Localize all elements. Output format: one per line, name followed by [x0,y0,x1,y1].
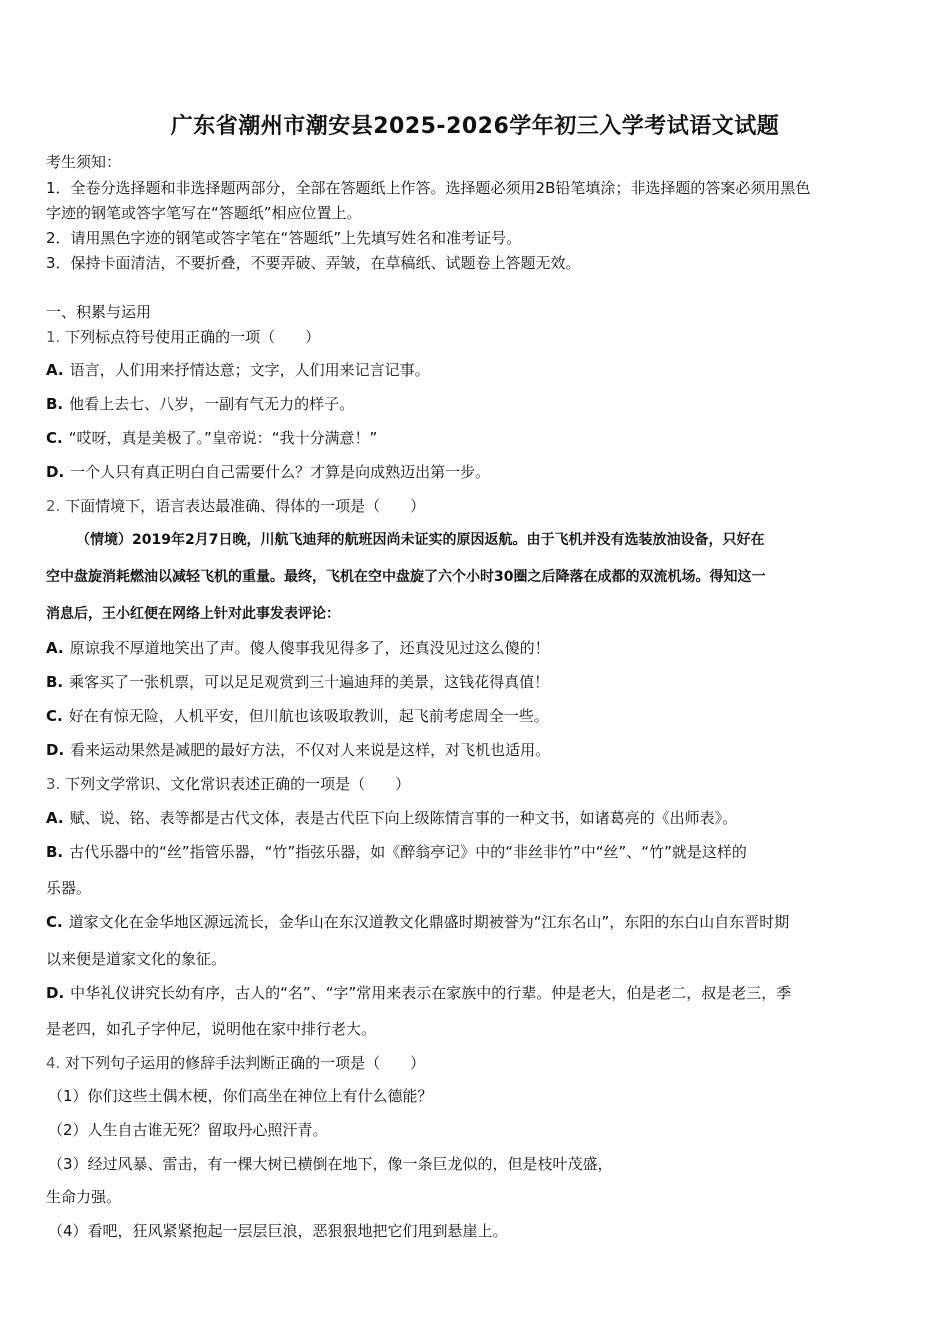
q4-sentence-3-cont: 生命力强。 [46,1188,122,1206]
q3-option-b [46,842,747,862]
option-label: A. [46,809,64,827]
q2-option-a [46,638,550,658]
option-text: 一个人只有真正明白自己需要什么？才算是向成熟迈出第一步。 [70,463,491,481]
question-text: 对下列句子运用的修辞手法判断正确的一项是（ ） [65,1054,426,1072]
option-text: 原谅我不厚道地笑出了声。傻人傻事我见得多了，还真没见过这么傻的！ [69,639,550,657]
option-text: “哎呀，真是美极了。”皇帝说：“我十分满意！” [68,429,378,447]
option-text: 道家文化在金华地区源远流长，金华山在东汉道教文化鼎盛时期被誉为“江东名山”，东阳的东白山自东晋时期 [68,913,790,931]
q4-sentence-2: （2）人生自古谁无死？留取丹心照汗青。 [48,1121,328,1139]
question-2-stem [46,496,425,516]
option-text: 他看上去七、八岁，一副有气无力的样子。 [69,395,355,413]
question-text: 下列文学常识、文化常识表述正确的一项是（ ） [65,775,411,793]
q4-sentence-4: （4）看吧，狂风紧紧抱起一层层巨浪，恶狠狠地把它们甩到悬崖上。 [48,1222,508,1240]
q2-option-d [46,740,550,760]
notice-item-1: 1．全卷分选择题和非选择题两部分，全部在答题纸上作答。选择题必须用2B铅笔填涂；非选择题的答案必须用黑色 [46,179,811,197]
question-number: 3. [46,775,61,793]
notice-item-1-cont: 字迹的钢笔或答字笔写在“答题纸”相应位置上。 [46,204,362,222]
q4-sentence-1: （1）你们这些土偶木梗，你们高坐在神位上有什么德能？ [48,1087,433,1105]
option-label: D. [46,463,65,481]
notice-heading: 考生须知： [46,153,122,171]
question-number: 1. [46,328,61,346]
notice-item-2: 2．请用黑色字迹的钢笔或答字笔在“答题纸”上先填写姓名和准考证号。 [46,229,522,247]
question-text: 下面情境下，语言表达最准确、得体的一项是（ ） [65,497,426,515]
q3-option-b-cont: 乐器。 [46,879,92,897]
question-text: 下列标点符号使用正确的一项（ ） [65,328,321,346]
question-3-stem [46,774,410,794]
q2-context-line-1: （情境）2019年2月7日晚，川航飞迪拜的航班因尚未证实的原因返航。由于飞机并没有选装放油设备，只好在 [76,532,765,548]
page-title: 广东省潮州市潮安县2025-2026学年初三入学考试语文试题 [170,114,780,139]
q4-sentence-3: （3）经过风暴、雷击，有一棵大树已横倒在地下，像一条巨龙似的，但是枝叶茂盛， [48,1155,613,1173]
option-label: D. [46,741,65,759]
option-label: B. [46,843,64,861]
q2-option-c [46,706,549,726]
q3-option-c [46,912,789,932]
q1-option-d [46,462,490,482]
option-label: C. [46,429,63,447]
option-label: D. [46,984,65,1002]
option-text: 赋、说、铭、表等都是古代文体，表是古代臣下向上级陈情言事的一种文书，如诸葛亮的《出师表》。 [69,809,738,827]
option-text: 看来运动果然是减肥的最好方法，不仅对人来说是这样，对飞机也适用。 [70,741,551,759]
option-text: 中华礼仪讲究长幼有序，古人的“名”、“字”常用来表示在家族中的行辈。仲是老大，伯是老二，叔是老三，季 [70,984,792,1002]
option-text: 乘客买了一张机票，可以足足观赏到三十遍迪拜的美景，这钱花得真值！ [69,673,550,691]
option-label: B. [46,395,64,413]
option-text: 古代乐器中的“丝”指管乐器，“竹”指弦乐器，如《醉翁亭记》中的“非丝非竹”中“丝”、“竹”就是这样的 [69,843,747,861]
q1-option-b [46,394,354,414]
q1-option-a [46,360,430,380]
question-number: 4. [46,1054,61,1072]
q2-option-b [46,672,549,692]
option-label: C. [46,707,63,725]
option-text: 好在有惊无险，人机平安，但川航也该吸取教训，起飞前考虑周全一些。 [68,707,549,725]
q2-context-line-3: 消息后，王小红便在网络上针对此事发表评论： [46,606,340,622]
option-text: 语言，人们用来抒情达意；文字，人们用来记言记事。 [69,361,430,379]
q3-option-a [46,808,737,828]
option-label: A. [46,639,64,657]
q3-option-c-cont: 以来便是道家文化的象征。 [46,950,227,968]
question-4-stem [46,1053,425,1073]
q2-context-line-2: 空中盘旋消耗燃油以减轻飞机的重量。最终，飞机在空中盘旋了六个小时30圈之后降落在成都的双流机场。得知这一 [46,569,766,585]
notice-item-3: 3．保持卡面清洁，不要折叠，不要弄破、弄皱，在草稿纸、试题卷上答题无效。 [46,254,581,272]
option-label: A. [46,361,64,379]
question-1-stem [46,327,320,347]
section-heading: 一、积累与运用 [46,303,152,321]
option-label: C. [46,913,63,931]
q1-option-c [46,428,377,448]
question-number: 2. [46,497,61,515]
option-label: B. [46,673,64,691]
q3-option-d-cont: 是老四，如孔子字仲尼，说明他在家中排行老大。 [46,1020,377,1038]
q3-option-d [46,983,791,1003]
